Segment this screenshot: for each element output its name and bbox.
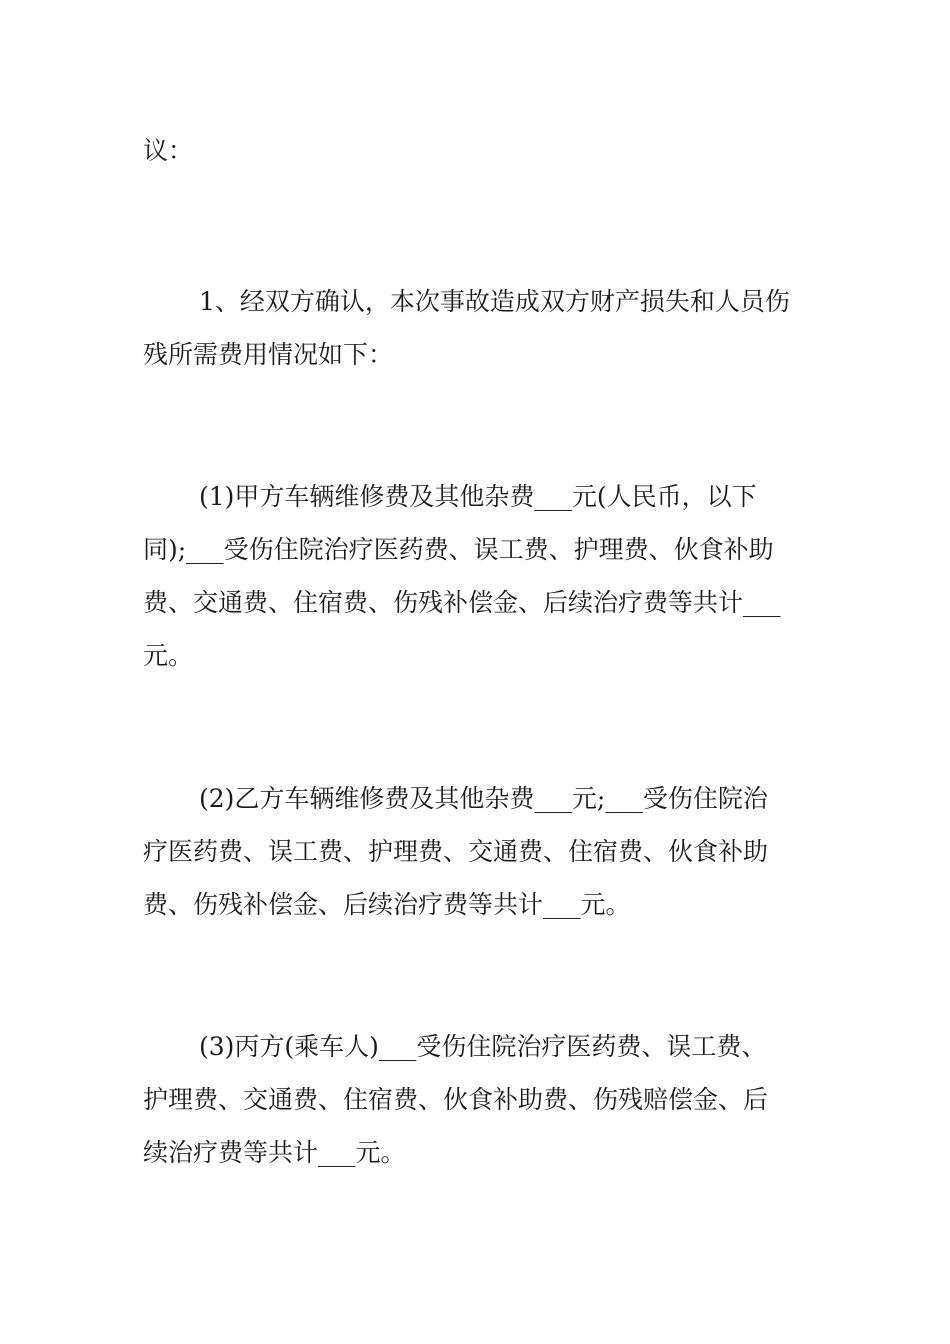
paragraph-intro: [143, 124, 809, 177]
text-line: 费、伤残补偿金、后续治疗费等共计___元。: [143, 890, 631, 919]
text-line: 疗医药费、误工费、护理费、交通费、住宿费、伙食补助: [143, 837, 769, 866]
text-line: 同);___受伤住院治疗医药费、误工费、护理费、伙食补助: [143, 535, 774, 564]
text-line: (2)乙方车辆维修费及其他杂费___元;___受伤住院治: [199, 784, 768, 813]
text-line: 费、交通费、住宿费、伤残补偿金、后续治疗费等共计___: [143, 588, 781, 617]
text-line: (3)丙方(乘车人)___受伤住院治疗医药费、误工费、: [199, 1032, 767, 1061]
paragraph-item-1: [143, 275, 809, 381]
text-line: (1)甲方车辆维修费及其他杂费___元(人民币，以下: [199, 482, 757, 511]
paragraph-sub-1: [143, 470, 809, 682]
text-line: 续治疗费等共计___元。: [143, 1138, 406, 1167]
paragraph-sub-2: [143, 772, 809, 931]
text-line: 1、经双方确认，本次事故造成双方财产损失和人员伤: [199, 287, 790, 316]
text-line: 残所需费用情况如下：: [143, 340, 394, 369]
text-line: 元。: [143, 641, 194, 670]
text-line: 护理费、交通费、住宿费、伙食补助费、伤残赔偿金、后: [143, 1085, 769, 1114]
text-line: 议：: [143, 136, 194, 165]
paragraph-sub-3: [143, 1020, 809, 1179]
